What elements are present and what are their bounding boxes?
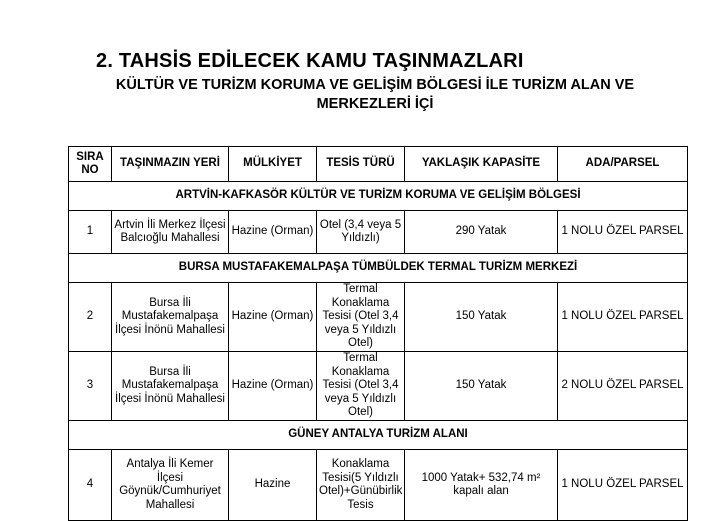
cell-tasinmaz-yeri: Bursa İli Mustafakemalpaşa İlçesi İnönü Mahallesi	[112, 352, 229, 421]
document-heading: 2. TAHSİS EDİLECEK KAMU TAŞINMAZLARI	[96, 50, 524, 72]
cell-ada-parsel: 1 NOLU ÖZEL PARSEL	[558, 211, 688, 254]
table-row	[69, 211, 688, 254]
col-header-sira-no: SIRA NO	[69, 147, 112, 182]
table-header-row	[69, 147, 688, 182]
cell-sira-no: 3	[69, 352, 112, 421]
section-row-artvin	[69, 182, 688, 211]
cell-sira-no: 1	[69, 211, 112, 254]
cell-mulkiyet: Hazine (Orman)	[229, 283, 317, 352]
cell-tesis-turu: Otel (3,4 veya 5 Yıldızlı)	[317, 211, 405, 254]
section-title: GÜNEY ANTALYA TURİZM ALANI	[69, 421, 688, 450]
table-row	[69, 352, 688, 421]
col-header-ada-parsel: ADA/PARSEL	[558, 147, 688, 182]
cell-tesis-turu: Termal Konaklama Tesisi (Otel 3,4 veya 5 Yıldızlı Otel)	[317, 283, 405, 352]
table-row	[69, 450, 688, 521]
document-subheading-line2: MERKEZLERİ İÇİ	[316, 96, 434, 112]
cell-mulkiyet: Hazine (Orman)	[229, 352, 317, 421]
cell-tasinmaz-yeri: Artvin İli Merkez İlçesi Balcıoğlu Mahallesi	[112, 211, 229, 254]
col-header-tesis-turu: TESİS TÜRÜ	[317, 147, 405, 182]
cell-mulkiyet: Hazine (Orman)	[229, 211, 317, 254]
cell-mulkiyet: Hazine	[229, 450, 317, 521]
cell-sira-no: 4	[69, 450, 112, 521]
cell-kapasite: 150 Yatak	[405, 352, 558, 421]
cell-tasinmaz-yeri: Antalya İli Kemer İlçesi Göynük/Cumhuriyet Mahallesi	[112, 450, 229, 521]
col-header-tasinmaz-yeri: TAŞINMAZIN YERİ	[112, 147, 229, 182]
cell-ada-parsel: 1 NOLU ÖZEL PARSEL	[558, 283, 688, 352]
table-row	[69, 283, 688, 352]
cell-ada-parsel: 2 NOLU ÖZEL PARSEL	[558, 352, 688, 421]
section-row-bursa	[69, 254, 688, 283]
document-subheading-line1: KÜLTÜR VE TURİZM KORUMA VE GELİŞİM BÖLGESİ İLE TURİZM ALAN VE	[115, 77, 635, 93]
section-title: ARTVİN-KAFKASÖR KÜLTÜR VE TURİZM KORUMA VE GELİŞİM BÖLGESİ	[69, 182, 688, 211]
cell-kapasite: 290 Yatak	[405, 211, 558, 254]
cell-sira-no: 2	[69, 283, 112, 352]
cell-kapasite: 1000 Yatak+ 532,74 m² kapalı alan	[405, 450, 558, 521]
col-header-kapasite: YAKLAŞIK KAPASİTE	[405, 147, 558, 182]
section-title: BURSA MUSTAFAKEMALPAŞA TÜMBÜLDEK TERMAL TURİZM MERKEZİ	[69, 254, 688, 283]
property-table	[68, 146, 688, 521]
cell-tesis-turu: Konaklama Tesisi(5 Yıldızlı Otel)+Günübirlik Tesis	[317, 450, 405, 521]
cell-tasinmaz-yeri: Bursa İli Mustafakemalpaşa İlçesi İnönü Mahallesi	[112, 283, 229, 352]
col-header-mulkiyet: MÜLKİYET	[229, 147, 317, 182]
cell-kapasite: 150 Yatak	[405, 283, 558, 352]
cell-ada-parsel: 1 NOLU ÖZEL PARSEL	[558, 450, 688, 521]
cell-tesis-turu: Termal Konaklama Tesisi (Otel 3,4 veya 5 Yıldızlı Otel)	[317, 352, 405, 421]
section-row-antalya	[69, 421, 688, 450]
